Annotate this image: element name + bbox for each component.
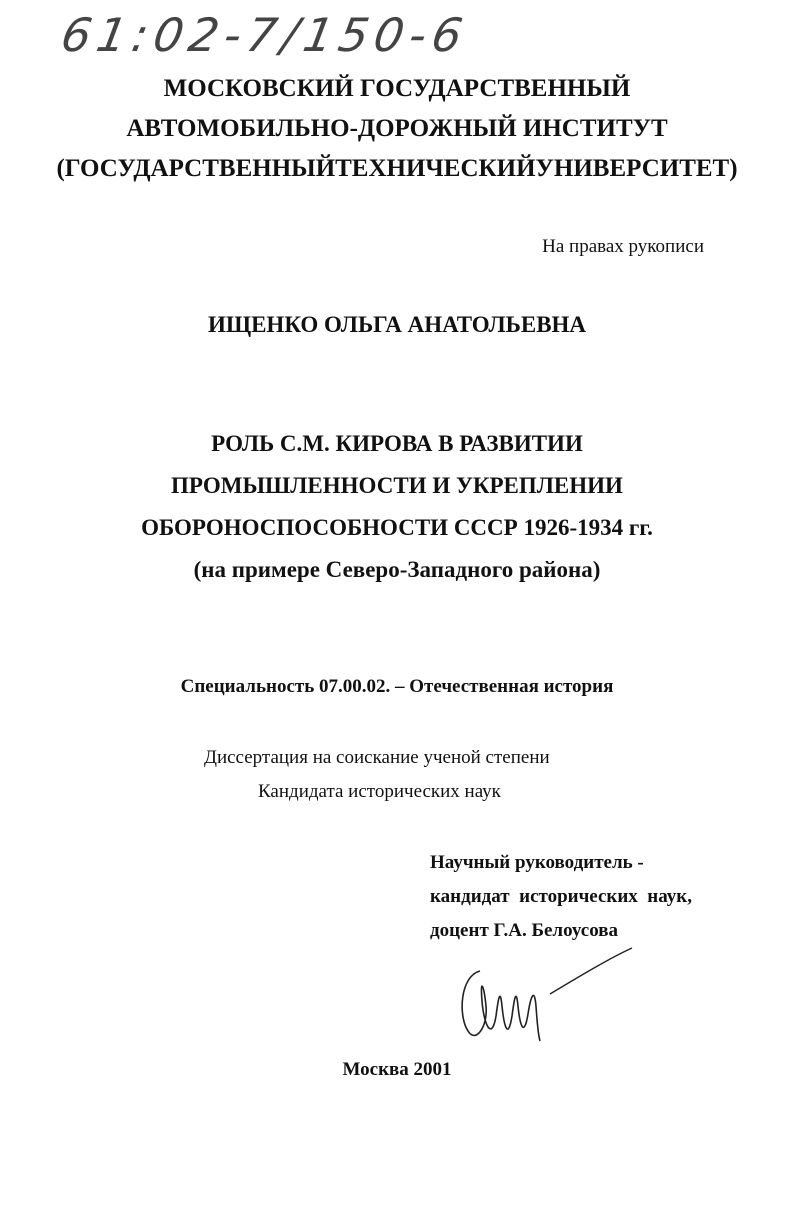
manuscript-rights-note: На правах рукописи	[542, 236, 704, 257]
institution-name-line-1: МОСКОВСКИЙ ГОСУДАРСТВЕННЫЙ	[163, 75, 631, 102]
thesis-title-line-1: РОЛЬ С.М. КИРОВА В РАЗВИТИИ	[211, 431, 583, 456]
thesis-title-line-2: ПРОМЫШЛЕННОСТИ И УКРЕПЛЕНИИ	[171, 473, 623, 498]
supervisor-name: доцент Г.А. Белоусова	[430, 920, 619, 941]
handwritten-archive-code: 61:02-7/150-6	[57, 8, 473, 62]
dissertation-degree-line-2: Кандидата исторических наук	[258, 781, 501, 802]
city-and-year: Москва 2001	[342, 1059, 452, 1080]
thesis-subtitle: (на примере Северо-Западного района)	[193, 557, 601, 582]
dissertation-degree-line-1: Диссертация на соискание ученой степени	[204, 747, 550, 768]
institution-name-line-3: (ГОСУДАРСТВЕННЫЙТЕХНИЧЕСКИЙУНИВЕРСИТЕТ)	[56, 155, 738, 182]
supervisor-label: Научный руководитель -	[430, 852, 644, 873]
author-name: ИЩЕНКО ОЛЬГА АНАТОЛЬЕВНА	[207, 312, 587, 337]
thesis-title-line-3: ОБОРОНОСПОСОБНОСТИ СССР 1926-1934 гг.	[141, 515, 653, 540]
specialty-line: Специальность 07.00.02. – Отечественная история	[180, 676, 614, 697]
institution-name-line-2: АВТОМОБИЛЬНО-ДОРОЖНЫЙ ИНСТИТУТ	[126, 115, 668, 142]
signature	[450, 946, 640, 1056]
supervisor-degree: кандидат исторических наук,	[430, 886, 692, 907]
